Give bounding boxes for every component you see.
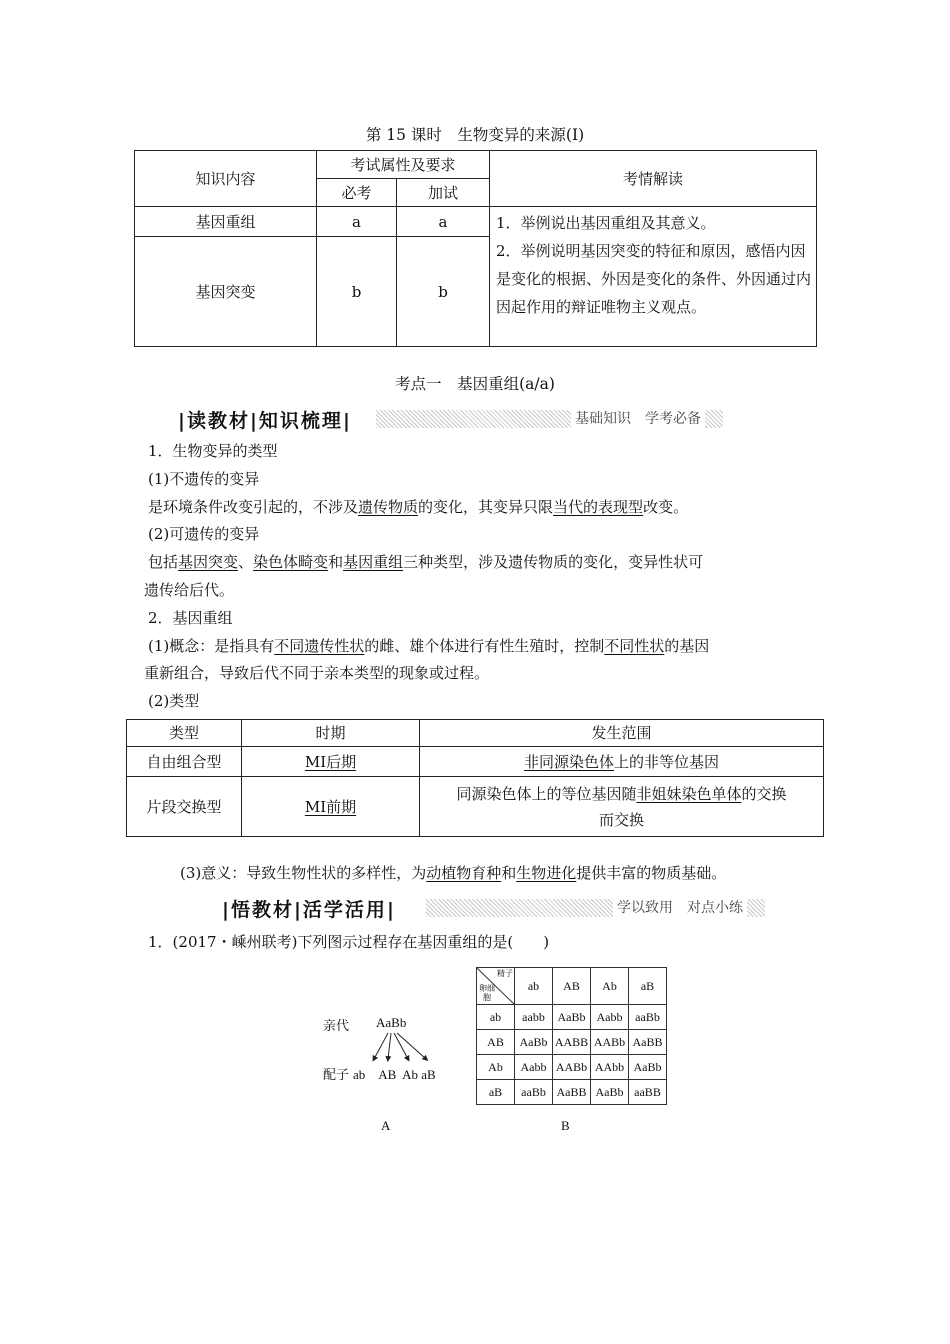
punnett-row [477,1080,667,1105]
corner-bottom: 卵细胞 [479,984,495,1002]
banner-apply [222,895,765,919]
row-header: AB [477,1030,515,1055]
col-header: ab [515,968,553,1005]
interp-cell [490,207,817,347]
text-p9: 重新组合，导致后代不同于亲本类型的现象或过程。 [144,664,490,682]
requirements-table [134,150,817,347]
t2-header-range: 发生范围 [420,720,824,747]
figA-caption: A [381,1118,391,1133]
banner-apply-right: 学以致用 对点小练 [613,897,747,917]
figA-parent-label: 亲代 [323,1018,350,1033]
genotype-cell: AaBb [629,1055,667,1080]
text-p8: (1)概念：是指具有不同遗传性状的雌、雄个体进行有性生殖时，控制不同性状的基因 [148,637,710,655]
header-attr: 考试属性及要求 [317,151,490,179]
genotype-cell: AABb [553,1055,591,1080]
genotype-cell: AaBb [553,1005,591,1030]
figA-gamete-label: 配子 [323,1067,350,1082]
row1-jiashi: a [397,207,490,237]
text-p4: (2)可遗传的变异 [148,525,260,543]
header-content: 知识内容 [135,151,317,207]
row1-name: 基因重组 [135,207,317,237]
banner-read-right: 基础知识 学考必备 [571,408,705,428]
figB-caption: B [561,1118,570,1133]
row-header: ab [477,1005,515,1030]
header-jiashi: 加试 [397,179,490,207]
genotype-cell: AaBb [515,1030,553,1055]
text-p7: 2．基因重组 [148,609,233,627]
banner-read [178,406,723,430]
text-p1: 1．生物变异的类型 [148,442,278,460]
t2-r2-period: MⅠ前期 [242,777,420,837]
banner-apply-left: |悟教材|活学活用| [222,899,396,921]
genotype-cell: aabb [515,1005,553,1030]
interp-1: 1．举例说出基因重组及其意义。 [496,214,716,232]
text-p3: 是环境条件改变引起的，不涉及遗传物质的变化，其变异只限当代的表现型改变。 [148,498,689,516]
row-header: Ab [477,1055,515,1080]
genotype-cell: aaBb [629,1005,667,1030]
genotype-cell: aaBB [629,1080,667,1105]
text-p2: (1)不遗传的变异 [148,470,260,488]
col-header: aB [629,968,667,1005]
punnett-row [477,1055,667,1080]
row2-bikao: b [317,237,397,347]
punnett-square [476,967,667,1105]
figA-arrows [360,1031,440,1063]
corner-cell [477,968,515,1005]
genotype-cell: AaBB [629,1030,667,1055]
figA-parent: AaBb [376,1015,407,1030]
header-bikao: 必考 [317,179,397,207]
t2-header-type: 类型 [127,720,242,747]
text-p10: (2)类型 [148,692,200,710]
punnett-row [477,1005,667,1030]
interp-2: 2．举例说明基因突变的特征和原因，感悟内因是变化的根据、外因是变化的条件、外因通过内因起作用的辩证唯物主义观点。 [496,242,812,316]
genotype-cell: AaBB [553,1080,591,1105]
genotype-cell: AABb [591,1030,629,1055]
page-title: 第 15 课时 生物变异的来源(Ⅰ) [365,126,585,144]
punnett-row [477,1030,667,1055]
banner-read-left: |读教材|知识梳理| [178,410,352,432]
text-p6: 遗传给后代。 [144,581,235,599]
genotype-cell: AAbb [591,1055,629,1080]
header-interp: 考情解读 [490,151,817,207]
t2-r2-range: 同源染色体上的等位基因随非姐妹染色单体的交换 而交换 [420,777,824,837]
genotype-cell: Aabb [591,1005,629,1030]
t2-r1-range: 非同源染色体上的非等位基因 [420,747,824,777]
genotype-cell: AABB [553,1030,591,1055]
question-1: 1．(2017・嵊州联考)下列图示过程存在基因重组的是( ) [148,933,550,951]
section-heading: 考点一 基因重组(a/a) [395,375,555,393]
t2-r1-type: 自由组合型 [127,747,242,777]
recombination-types-table [126,719,824,837]
genotype-cell: aaBb [515,1080,553,1105]
corner-top: 精子 [497,969,513,978]
genotype-cell: AaBb [591,1080,629,1105]
row-header: aB [477,1080,515,1105]
row2-name: 基因突变 [135,237,317,347]
row1-bikao: a [317,207,397,237]
row2-jiashi: b [397,237,490,347]
t2-r2-type: 片段交换型 [127,777,242,837]
t2-r1-period: MⅠ后期 [242,747,420,777]
figA-gametes: ab AB Ab aB [353,1067,436,1082]
col-header: AB [553,968,591,1005]
col-header: Ab [591,968,629,1005]
text-p11: (3)意义：导致生物性状的多样性，为动植物育种和生物进化提供丰富的物质基础。 [180,864,727,882]
genotype-cell: Aabb [515,1055,553,1080]
text-p5: 包括基因突变、染色体畸变和基因重组三种类型，涉及遗传物质的变化，变异性状可 [148,553,704,571]
t2-header-period: 时期 [242,720,420,747]
